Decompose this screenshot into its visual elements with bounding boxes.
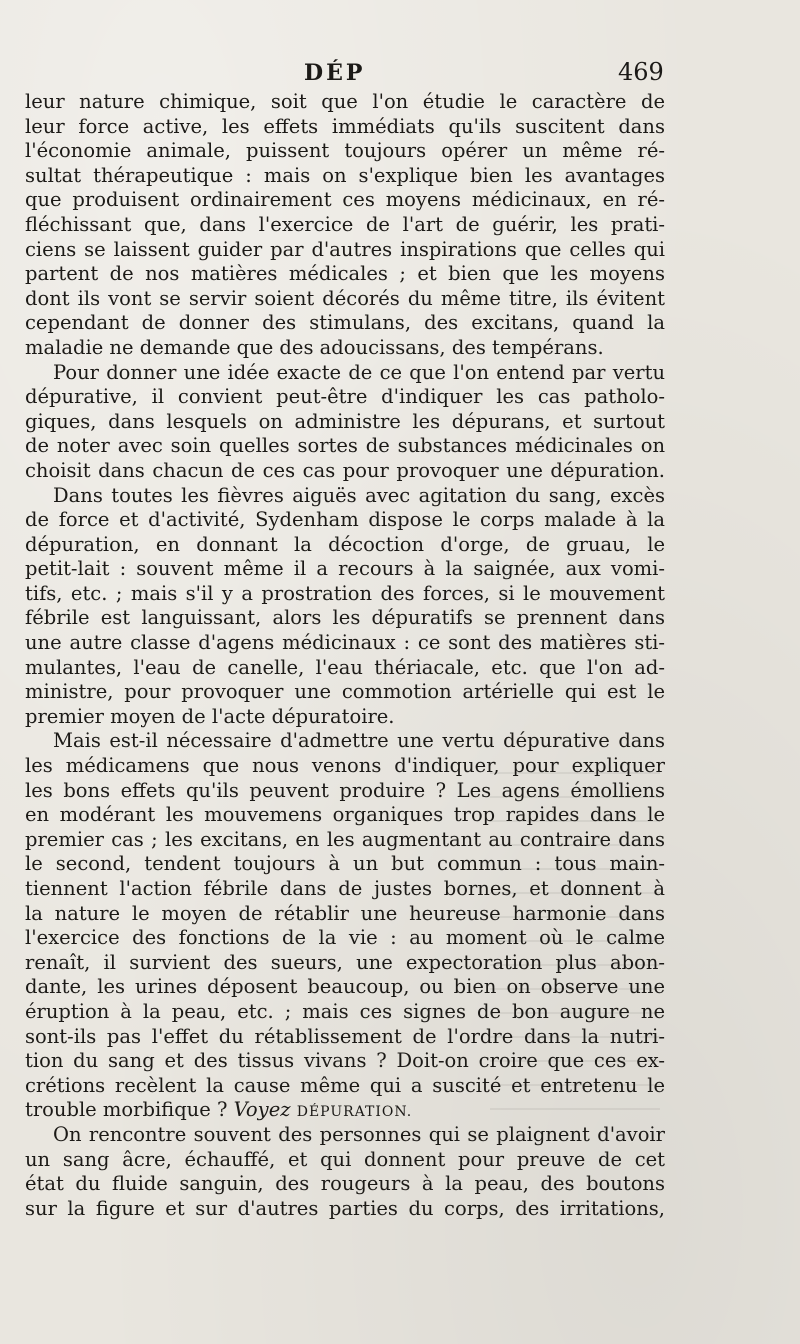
- text-line: Dans toutes les fièvres aiguës avec agitation du sang, excès: [53, 483, 665, 507]
- cross-reference-voyez: Voyez: [233, 1098, 291, 1122]
- text-line: On rencontre souvent des personnes qui se plaignent d'avoir: [53, 1122, 665, 1146]
- text-line: fébrile est languissant, alors les dépuratifs se prennent dans: [25, 606, 665, 630]
- text-line: un sang âcre, échauffé, et qui donnent pour preuve de cet: [25, 1147, 665, 1171]
- text-line: dont ils vont se servir soient décorés du même titre, ils évitent: [25, 286, 665, 310]
- text-line: ciens se laissent guider par d'autres inspirations que celles qui: [25, 237, 665, 261]
- paragraph: [25, 484, 665, 730]
- paragraph: [25, 1123, 665, 1221]
- text-line: de noter avec soin quelles sortes de substances médicinales on: [25, 434, 665, 458]
- text-line: maladie ne demande que des adoucissans, des tempérans.: [25, 335, 604, 359]
- text-line: l'économie animale, puissent toujours opérer un même ré-: [25, 139, 665, 163]
- text-line: ministre, pour provoquer une commotion artérielle qui est le: [25, 680, 665, 704]
- text-line: une autre classe d'agens médicinaux : ce sont des matières sti-: [25, 631, 665, 655]
- text-line: sont-ils pas l'effet du rétablissement de l'ordre dans la nutri-: [25, 1024, 665, 1048]
- text-line: sur la figure et sur d'autres parties du corps, des irritations,: [25, 1196, 665, 1220]
- text-line: leur nature chimique, soit que l'on étudie le caractère de: [25, 90, 665, 113]
- text-line: giques, dans lesquels on administre les dépurans, et surtout: [25, 409, 665, 433]
- text-line: tifs, etc. ; mais s'il y a prostration des forces, si le mouvement: [25, 581, 665, 605]
- text-line: dépurative, il convient peut-être d'indiquer les cas patholo-: [25, 385, 665, 409]
- running-head: DÉP: [304, 60, 366, 86]
- page-number: 469: [618, 58, 664, 86]
- text-line: les bons effets qu'ils peuvent produire ? Les agens émolliens: [25, 778, 665, 802]
- paragraph: [25, 90, 665, 361]
- paragraph: [25, 729, 665, 1123]
- text-line: dante, les urines déposent beaucoup, ou bien on observe une: [25, 975, 665, 999]
- text-line: fléchissant que, dans l'exercice de l'art de guérir, les prati-: [25, 212, 665, 236]
- text-line: renaît, il survient des sueurs, une expectoration plus abon-: [25, 950, 665, 974]
- text-line: le second, tendent toujours à un but commun : tous main-: [25, 852, 665, 876]
- text-line: dépuration, en donnant la décoction d'orge, de gruau, le: [25, 532, 665, 556]
- text-line: cependant de donner des stimulans, des excitans, quand la: [25, 311, 665, 335]
- text-line: de force et d'activité, Sydenham dispose le corps malade à la: [25, 508, 665, 532]
- text-line: l'exercice des fonctions de la vie : au moment où le calme: [25, 926, 665, 950]
- text-line: premier cas ; les excitans, en les augmentant au contraire dans: [25, 827, 665, 851]
- text-line: Mais est-il nécessaire d'admettre une vertu dépurative dans: [53, 729, 665, 753]
- text-line: mulantes, l'eau de canelle, l'eau thériacale, etc. que l'on ad-: [25, 655, 665, 679]
- text-line: les médicamens que nous venons d'indiquer, pour expliquer: [25, 754, 665, 778]
- text-line: Pour donner une idée exacte de ce que l'on entend par vertu: [53, 360, 665, 384]
- text-line: leur force active, les effets immédiats qu'ils suscitent dans: [25, 114, 665, 138]
- line-text: trouble morbifique ?: [25, 1098, 228, 1122]
- body-text: [25, 90, 665, 1221]
- text-line: choisit dans chacun de ces cas pour provoquer une dépuration.: [25, 458, 665, 482]
- text-line: la nature le moyen de rétablir une heureuse harmonie dans: [25, 901, 665, 925]
- text-line: sultat thérapeutique : mais on s'explique bien les avantages: [25, 163, 665, 187]
- text-line: premier moyen de l'acte dépuratoire.: [25, 704, 395, 728]
- text-line: en modérant les mouvemens organiques trop rapides dans le: [25, 803, 665, 827]
- text-line: partent de nos matières médicales ; et bien que les moyens: [25, 262, 665, 286]
- text-line: éruption à la peau, etc. ; mais ces signes de bon augure ne: [25, 999, 665, 1023]
- text-line: tiennent l'action fébrile dans de justes bornes, et donnent à: [25, 877, 665, 900]
- paragraph: [25, 361, 665, 484]
- text-line: tion du sang et des tissus vivans ? Doit-on croire que ces ex-: [25, 1049, 665, 1073]
- text-line: crétions recèlent la cause même qui a suscité et entretenu le: [25, 1073, 665, 1097]
- cross-reference-target: DÉPURATION.: [296, 1104, 413, 1121]
- text-line: que produisent ordinairement ces moyens médicinaux, en ré-: [25, 188, 665, 212]
- text-line: état du fluide sanguin, des rougeurs à la peau, des boutons: [25, 1172, 665, 1196]
- page-header: [0, 56, 800, 92]
- text-line: [25, 1098, 665, 1123]
- text-line: petit-lait : souvent même il a recours à la saignée, aux vomi-: [25, 557, 665, 581]
